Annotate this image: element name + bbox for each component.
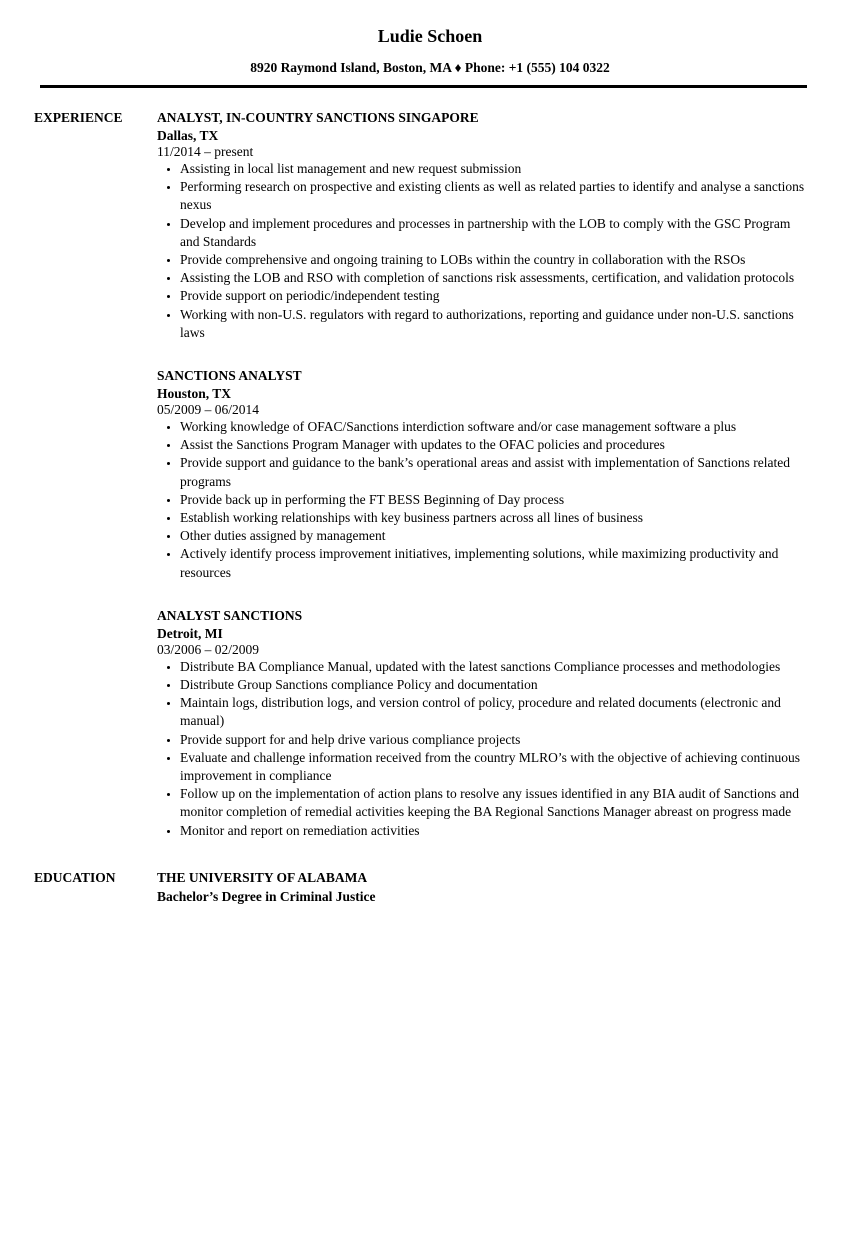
experience-content bbox=[157, 108, 813, 840]
job-bullet: • Provide comprehensive and ongoing training to LOBs within the country in collaboration with the RSOs bbox=[180, 251, 813, 269]
job-bullet: • Assist the Sanctions Program Manager with updates to the OFAC policies and procedures bbox=[180, 436, 813, 454]
job-bullet: • Evaluate and challenge information received from the country MLRO’s with the objective of achieving continuous improvement in compliance bbox=[180, 749, 813, 785]
education-label: EDUCATION bbox=[34, 869, 116, 885]
contact-line: 8920 Raymond Island, Boston, MA ♦ Phone: +1 (555) 104 0322 bbox=[250, 60, 610, 75]
job-bullet: • Follow up on the implementation of action plans to resolve any issues identified in any BIA audit of Sanctions and monitor completion of remedial activities keeping the BA Regional Sanctions Manager abreast on progress made bbox=[180, 785, 813, 821]
candidate-name: Ludie Schoen bbox=[377, 26, 483, 46]
job-bullet: • Develop and implement procedures and processes in partnership with the LOB to comply with the GSC Program and Standards bbox=[180, 215, 813, 251]
job-entry bbox=[157, 108, 813, 342]
job-bullets bbox=[157, 658, 813, 840]
job-entry bbox=[157, 606, 813, 840]
job-bullet: • Performing research on prospective and existing clients as well as related parties to identify and analyse a sanctions nexus bbox=[180, 178, 813, 214]
job-bullet: • Monitor and report on remediation activities bbox=[180, 822, 813, 840]
job-title: ANALYST SANCTIONS bbox=[157, 607, 303, 623]
job-bullets bbox=[157, 418, 813, 582]
job-dates: 11/2014 – present bbox=[157, 144, 254, 159]
job-location: Houston, TX bbox=[157, 386, 232, 402]
resume-body bbox=[0, 88, 860, 907]
job-location: Detroit, MI bbox=[157, 625, 223, 641]
job-bullet: • Working knowledge of OFAC/Sanctions interdiction software and/or case management software a plus bbox=[180, 418, 813, 436]
education-content bbox=[157, 868, 813, 907]
job-bullet: • Provide back up in performing the FT BESS Beginning of Day process bbox=[180, 491, 813, 509]
job-bullet: • Other duties assigned by management bbox=[180, 527, 813, 545]
job-bullet: • Distribute Group Sanctions compliance Policy and documentation bbox=[180, 676, 813, 694]
job-bullet: • Provide support and guidance to the bank’s operational areas and assist with implementation of Sanctions related programs bbox=[180, 454, 813, 490]
job-bullets bbox=[157, 160, 813, 342]
job-bullet: • Provide support for and help drive various compliance projects bbox=[180, 731, 813, 749]
job-title: SANCTIONS ANALYST bbox=[157, 368, 302, 384]
job-bullet: • Provide support on periodic/independent testing bbox=[180, 287, 813, 305]
education-section bbox=[34, 868, 860, 907]
job-title: ANALYST, IN-COUNTRY SANCTIONS SINGAPORE bbox=[157, 110, 479, 125]
degree-name: Bachelor’s Degree in Criminal Justice bbox=[157, 888, 376, 904]
job-bullet: • Distribute BA Compliance Manual, updated with the latest sanctions Compliance processes and methodologies bbox=[180, 658, 813, 676]
job-bullet: • Maintain logs, distribution logs, and version control of policy, procedure and related documents (electronic and manual) bbox=[180, 694, 813, 730]
job-bullet: • Working with non-U.S. regulators with regard to authorizations, reporting and guidance under non-U.S. sanctions laws bbox=[180, 306, 813, 342]
school-name: THE UNIVERSITY OF ALABAMA bbox=[157, 869, 368, 885]
job-bullet: • Establish working relationships with key business partners across all lines of business bbox=[180, 509, 813, 527]
job-dates: 05/2009 – 06/2014 bbox=[157, 402, 260, 418]
resume-header bbox=[0, 0, 860, 88]
job-location: Dallas, TX bbox=[157, 128, 219, 143]
experience-label: EXPERIENCE bbox=[34, 110, 123, 125]
job-dates: 03/2006 – 02/2009 bbox=[157, 641, 260, 657]
job-bullet: • Assisting in local list management and new request submission bbox=[180, 160, 813, 178]
job-entry bbox=[157, 366, 813, 582]
job-bullet: • Assisting the LOB and RSO with completion of sanctions risk assessments, certification, and validation protocols bbox=[180, 269, 813, 287]
job-bullet: • Actively identify process improvement initiatives, implementing solutions, while maximizing productivity and resources bbox=[180, 545, 813, 581]
experience-section bbox=[34, 108, 860, 840]
